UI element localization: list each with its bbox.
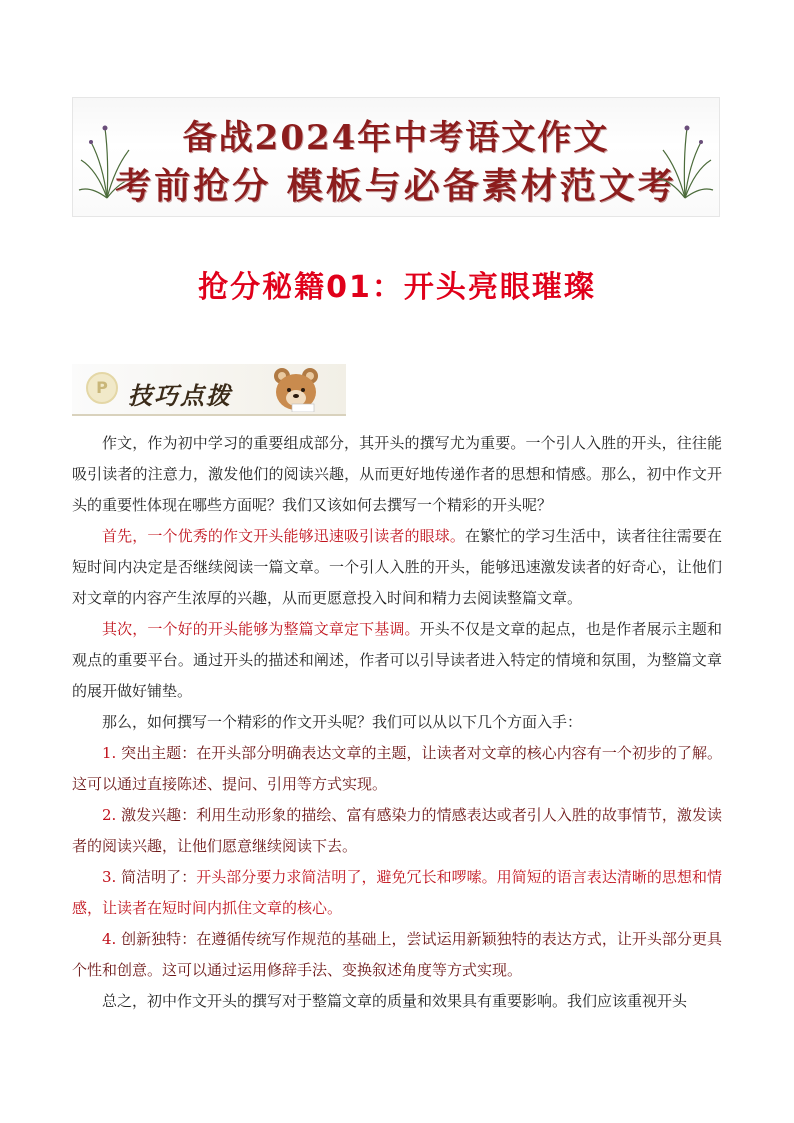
tips-section-badge <box>72 364 346 416</box>
page-title: 抢分秘籍01：开头亮眼璀璨 <box>198 270 596 305</box>
list-item-number: 4. <box>102 930 117 948</box>
list-item-number: 2. <box>102 806 117 824</box>
banner-line-2: 考前抢分 模板与必备素材范文考 <box>115 165 677 207</box>
list-item <box>72 924 722 986</box>
list-item-text: 激发兴趣：利用生动形象的描绘、富有感染力的情感表达或者引人入胜的故事情节，激发读者的阅读兴趣，让他们愿意继续阅读下去。 <box>72 806 722 855</box>
list-item-number: 3. <box>102 868 117 886</box>
paragraph-conclusion: 总之，初中作文开头的撰写对于整篇文章的质量和效果具有重要影响。我们应该重视开头 <box>102 992 688 1010</box>
bear-mascot-icon <box>268 364 324 412</box>
emphasis-text: 首先，一个优秀的作文开头能够迅速吸引读者的眼球。 <box>102 527 465 545</box>
paragraph-first <box>72 521 722 614</box>
p-coin-icon: P <box>86 372 118 404</box>
banner-line-1: 备战2024年中考语文作文 <box>182 118 610 158</box>
list-item <box>72 862 722 924</box>
orchid-icon <box>655 120 715 200</box>
list-item-lead: 简洁明了： <box>121 868 197 886</box>
paragraph-intro: 作文，作为初中学习的重要组成部分，其开头的撰写尤为重要。一个引人入胜的开头，往往能吸引读者的注意力，激发他们的阅读兴趣，从而更好地传递作者的思想和情感。那么，初中作文开头的重要性体现在哪些方面呢？我们又该如何去撰写一个精彩的开头呢？ <box>72 434 722 514</box>
list-item-text: 创新独特：在遵循传统写作规范的基础上，尝试运用新颖独特的表达方式，让开头部分更具个性和创意。这可以通过运用修辞手法、变换叙述角度等方式实现。 <box>72 930 722 979</box>
article-body <box>72 428 722 1017</box>
list-item-text: 突出主题：在开头部分明确表达文章的主题，让读者对文章的核心内容有一个初步的了解。这可以通过直接陈述、提问、引用等方式实现。 <box>72 744 722 793</box>
list-item <box>72 800 722 862</box>
paragraph-text: 开头不仅是文章的起点，也是作者展示主题和观点的重要平台。通过开头的描述和阐述，作者可以引导读者进入特定的情境和氛围，为整篇文章的展开做好铺垫。 <box>72 620 722 700</box>
paragraph-second <box>72 614 722 707</box>
list-item <box>72 738 722 800</box>
list-item-text: 开头部分要力求简洁明了，避免冗长和啰嗦。用简短的语言表达清晰的思想和情感，让读者在短时间内抓住文章的核心。 <box>72 868 722 917</box>
paragraph-text: 在繁忙的学习生活中，读者往往需要在短时间内决定是否继续阅读一篇文章。一个引人入胜的开头，能够迅速激发读者的好奇心，让他们对文章的内容产生浓厚的兴趣，从而更愿意投入时间和精力去阅读整篇文章。 <box>72 527 722 607</box>
list-item-number: 1. <box>102 744 117 762</box>
header-banner <box>72 97 720 217</box>
paragraph-how: 那么，如何撰写一个精彩的作文开头呢？我们可以从以下几个方面入手： <box>102 713 583 731</box>
emphasis-text: 其次，一个好的开头能够为整篇文章定下基调。 <box>102 620 420 638</box>
tips-label: 技巧点拨 <box>128 382 232 410</box>
